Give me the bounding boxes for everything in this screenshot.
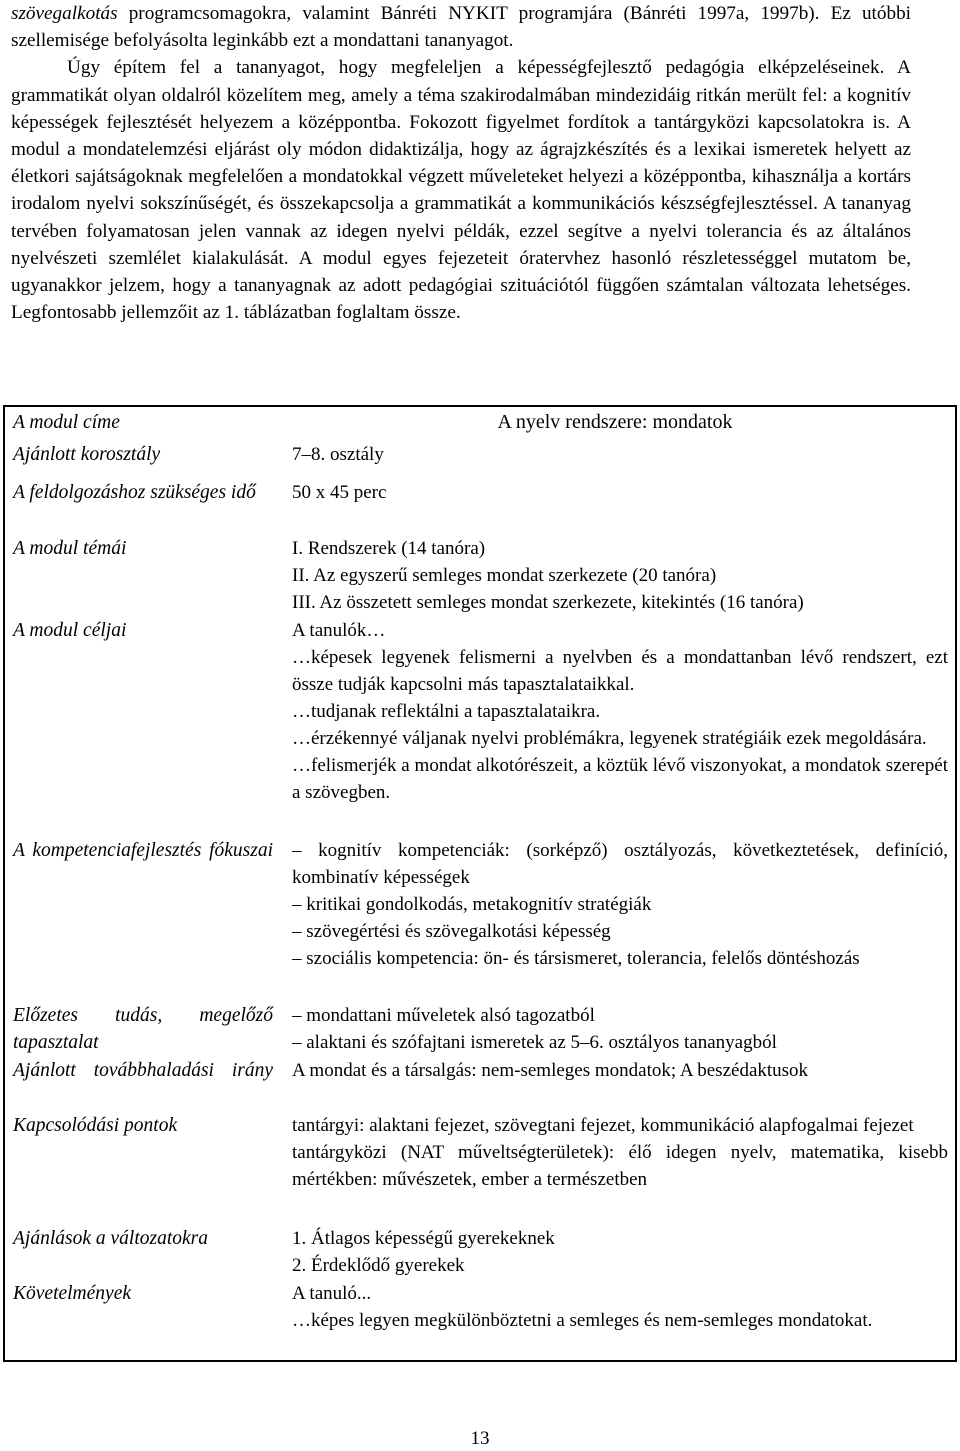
row-label: A feldolgozáshoz szükséges idő (13, 482, 256, 503)
value-line: …érzékennyé váljanak nyelvi problémákra, legyenek stratégiáik ezek megoldására. (292, 728, 927, 749)
row-value (275, 409, 955, 436)
value-line: tantárgyközi (NAT műveltségterületek): élő idegen nyelv, matematika, kisebb mértékben: művészetek, ember a természetben (292, 1142, 948, 1190)
row-value (292, 1225, 948, 1279)
intro-italic-lead: szövegalkotás (11, 3, 118, 24)
value-line: I. Rendszerek (14 tanóra) (292, 538, 486, 559)
module-title-value: A nyelv rendszere: mondatok (497, 411, 733, 433)
row-value (292, 535, 948, 616)
row-label: Ajánlások a változatokra (13, 1228, 208, 1249)
value-line: tantárgyi: alaktani fejezet, szövegtani fejezet, kommunikáció alapfogalmai fejezet (292, 1115, 914, 1136)
value-line: 50 x 45 perc (292, 482, 387, 503)
row-label (13, 837, 273, 864)
value-line: …felismerjék a mondat alkotórészeit, a köztük lévő viszonyokat, a mondatok szerepét a szövegben. (292, 755, 948, 803)
row-value (292, 1002, 948, 1056)
row-label (13, 1002, 273, 1056)
row-value (292, 479, 948, 506)
row-label: A modul címe (13, 412, 120, 433)
value-line: III. Az összetett semleges mondat szerkezete, kitekintés (16 tanóra) (292, 592, 804, 613)
row-label-text: Ajánlott továbbhaladási irány (13, 1060, 273, 1081)
value-line: – mondattani műveletek alsó tagozatból (292, 1005, 595, 1026)
page-number: 13 (470, 1428, 490, 1449)
value-line: …képesek legyenek felismerni a nyelvben és a mondattanban lévő rendszert, ezt össze tudják kapcsolni más tapasztalataikkal. (292, 647, 948, 695)
value-line: A tanuló... (292, 1283, 372, 1304)
row-value (292, 1280, 948, 1334)
row-value (292, 441, 948, 468)
row-label: A modul témái (13, 538, 127, 559)
row-value (292, 617, 948, 806)
row-value (292, 1112, 948, 1193)
row-label: Követelmények (13, 1283, 132, 1304)
intro-paragraph-2: Úgy építem fel a tananyagot, hogy megfeleljen a képességfejlesztő pedagógia elképzeléseinek. A grammatikát olyan oldalról közelítem meg, amely a téma szakirodalmában mindezidáig ritkán merült fel: a kognitív képességek fejlesztését helyezem a középpontba. Fokozott figyelmet fordítok a tantárgyközi kapcsolatokra is. A modul a mondatelemzési eljárást oly módon didaktizálja, hogy az ágrajzkészítés és a lexikai ismeretek helyett az életkori sajátságoknak megfelelően a mondatokkal végzett műveleteket helyezi a középpontba, kihasználja a kortárs irodalom nyelvi sokszínűségét, és összekapcsolja a grammatikát a kommunikációs készségfejlesztéssel. A tananyag tervében folyamatosan jelen vannak az idegen nyelvi példák, ezzel segítve a nyelvi tolerancia és az általános nyelvészeti szemlélet kialakulását. A modul egyes fejezeteit óratervhez hasonló részletességgel mutatom be, ugyanakkor jelzem, hogy a tananyagnak az adott pedagógiai szituációtól függően számtalan változata lehetséges. Legfontosabb jellemzőit az 1. táblázatban foglaltam össze. (11, 57, 911, 324)
row-label (13, 1057, 273, 1084)
value-line: – kognitív kompetenciák: (sorképző) osztályozás, következtetések, definíció, kombinatív képességek (292, 840, 948, 888)
value-line: 7–8. osztály (292, 444, 384, 465)
row-label-text: A kompetenciafejlesztés fókuszai (13, 840, 273, 861)
row-label: A modul céljai (13, 620, 127, 641)
intro-paragraph-1-text: programcsomagokra, valamint Bánréti NYKIT programjára (Bánréti 1997a, 1997b). Ez utóbbi szellemisége befolyásolta leginkább ezt a mondattani tananyagot. (11, 3, 911, 52)
value-line: A mondat és a társalgás: nem-semleges mondatok; A beszédaktusok (292, 1060, 809, 1081)
row-value (292, 837, 948, 972)
value-line: – alaktani és szófajtani ismeretek az 5–6. osztályos tananyagból (292, 1032, 777, 1053)
value-line: – szövegértési és szövegalkotási képesség (292, 921, 611, 942)
row-label: Kapcsolódási pontok (13, 1115, 178, 1136)
value-line: A tanulók… (292, 620, 386, 641)
value-line: 2. Érdeklődő gyerekek (292, 1255, 465, 1276)
row-label: Ajánlott korosztály (13, 444, 161, 465)
row-value (292, 1057, 948, 1084)
intro-paragraph-1 (11, 0, 911, 54)
module-summary-table (3, 405, 957, 1362)
value-line: – kritikai gondolkodás, metakognitív stratégiák (292, 894, 652, 915)
value-line: …tudjanak reflektálni a tapasztalataikra. (292, 701, 601, 722)
value-line: …képes legyen megkülönböztetni a semleges és nem-semleges mondatokat. (292, 1310, 873, 1331)
value-line: – szociális kompetencia: ön- és társismeret, tolerancia, felelős döntéshozás (292, 948, 860, 969)
value-line: 1. Átlagos képességű gyerekeknek (292, 1228, 555, 1249)
row-label-text: Előzetes tudás, megelőző tapasztalat (13, 1005, 273, 1053)
value-line: II. Az egyszerű semleges mondat szerkezete (20 tanóra) (292, 565, 717, 586)
intro-text (11, 0, 911, 326)
